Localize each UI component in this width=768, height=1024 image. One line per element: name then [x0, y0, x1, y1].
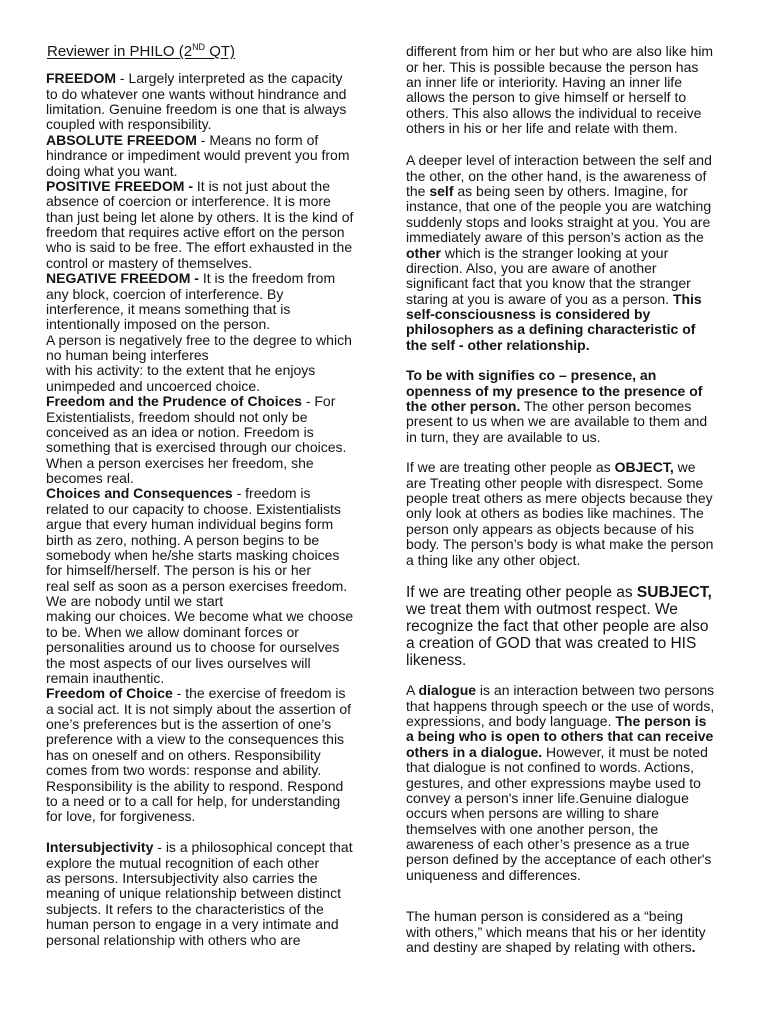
text-run: meaning of unique relationship between distinct [46, 885, 341, 902]
text-run: to do whatever one wants without hindrance and [46, 85, 347, 102]
text-run: significant fact that you know that the stranger [406, 275, 691, 292]
bold-text: SUBJECT, [636, 583, 712, 601]
text-line [46, 256, 353, 271]
text-run: for love, for forgiveness. [46, 808, 196, 825]
text-run: real self as soon as a person exercises freedom. [46, 577, 348, 594]
text-run: are Treating other people with disrespect. Some [406, 474, 704, 491]
text-line [406, 822, 714, 837]
text-run: different from him or her but who are also like him [406, 43, 714, 60]
text-run: uniqueness and differences. [406, 866, 581, 883]
text-run: - Largely interpreted as the capacity [116, 70, 343, 87]
bold-text: a being who is open to others that can receive [406, 728, 714, 745]
text-line [46, 686, 353, 701]
text-line [406, 852, 714, 867]
text-line [46, 164, 353, 179]
text-line [406, 683, 714, 698]
text-line [46, 471, 353, 486]
text-run: than just being let alone by others. It is the kind of [46, 208, 354, 225]
text-run: intentionally imposed on the person. [46, 316, 271, 333]
text-line [406, 292, 712, 307]
text-line [406, 491, 713, 506]
text-line [406, 261, 712, 276]
text-run: a creation of GOD that was created to HIS [406, 634, 697, 652]
left-column-definitions [46, 71, 353, 824]
text-run: subjects. It refers to the characteristics of the [46, 900, 324, 917]
text-run: suddenly stops and looks straight at you. You are [406, 213, 711, 230]
text-run: limitation. Genuine freedom is one that is always [46, 101, 347, 118]
text-run: - freedom is [232, 485, 311, 502]
bold-text: openness of my presence to the presence of [406, 382, 703, 399]
text-line [46, 225, 353, 240]
text-line [46, 394, 353, 409]
bold-text: ABSOLUTE FREEDOM [46, 131, 197, 148]
text-line [406, 745, 714, 760]
text-line [406, 868, 714, 883]
text-line [406, 476, 713, 491]
text-line [46, 656, 353, 671]
text-line [46, 71, 353, 86]
text-run: If we are treating other people as [406, 583, 637, 601]
text-run: a social act. It is not simply about the assertion of [46, 700, 352, 717]
text-run: conceived as an idea or notion. Freedom is [46, 423, 314, 440]
text-run: recognize the fact that other people are also [406, 617, 709, 635]
text-line [406, 44, 713, 59]
text-run: that happens through speech or the use of words, [406, 697, 715, 714]
text-run: who is said to be free. The effort exhausted in the [46, 239, 353, 256]
text-line [46, 717, 353, 732]
text-run: birth as zero, nothing. A person begins to be [46, 531, 320, 548]
text-line [406, 106, 713, 121]
text-line [406, 414, 707, 429]
text-run: gestures, and other expressions maybe used to [406, 774, 701, 791]
text-line [406, 169, 712, 184]
text-run: argue that every human individual begins form [46, 516, 334, 533]
text-run: - For [301, 393, 336, 410]
text-run: coupled with responsibility. [46, 116, 212, 133]
text-run: the [406, 183, 430, 200]
text-line [46, 886, 353, 901]
text-line [46, 840, 353, 855]
text-line [46, 87, 353, 102]
text-run: We are nobody until we start [46, 593, 224, 610]
text-line [46, 809, 353, 824]
text-run: absence of coercion or interference. It is more [46, 193, 331, 210]
text-line [46, 102, 353, 117]
text-line [406, 60, 713, 75]
text-line [46, 194, 353, 209]
text-run: Existentialists, freedom should not only be [46, 408, 308, 425]
text-run: others. This also allows the individual to receive [406, 104, 702, 121]
bold-text: others in a dialogue. [406, 743, 543, 760]
bold-text: The person is [615, 713, 707, 730]
text-line [406, 121, 713, 136]
text-line [46, 533, 353, 548]
text-run: It is not just about the [193, 177, 330, 194]
text-run: person only appears as objects because of his [406, 520, 694, 537]
text-line [46, 425, 353, 440]
text-line [406, 537, 713, 552]
text-line [46, 240, 353, 255]
bold-text: the self - other relationship. [406, 336, 590, 353]
text-run: awareness of each other’s presence as a true [406, 836, 690, 853]
text-line [46, 456, 353, 471]
text-line [46, 609, 353, 624]
text-line [406, 322, 712, 337]
text-line [46, 210, 353, 225]
text-run: - the exercise of freedom is [172, 685, 346, 702]
text-line [46, 548, 353, 563]
text-line [46, 148, 353, 163]
text-run: preference with a view to the consequences this [46, 731, 345, 748]
text-run: doing what you want. [46, 162, 178, 179]
interiority-paragraph [406, 44, 713, 136]
text-run: to a need or to a call for help, for understanding [46, 792, 341, 809]
bold-text: . [691, 939, 696, 956]
negative-freedom-definition [46, 271, 353, 333]
text-line [406, 601, 712, 618]
co-presence-paragraph [406, 368, 707, 445]
text-run: for himself/herself. The person is his or her [46, 562, 312, 579]
dialogue-paragraph [406, 683, 714, 883]
freedom-of-choice-definition [46, 686, 353, 824]
text-line [406, 153, 712, 168]
text-line [406, 940, 706, 955]
text-line [406, 384, 707, 399]
bold-text: the other person. [406, 398, 521, 415]
text-line [406, 430, 707, 445]
text-run: control or mastery of themselves. [46, 254, 253, 271]
text-line [46, 287, 353, 302]
bold-text: Choices and Consequences [46, 485, 233, 502]
text-run: no human being interferes [46, 347, 209, 364]
text-line [406, 909, 706, 924]
text-line [46, 856, 353, 871]
text-line [406, 90, 713, 105]
text-line [46, 917, 353, 932]
text-line [406, 791, 714, 806]
text-run: A person is negatively free to the degree to which [46, 331, 352, 348]
text-run: with his activity: to the extent that he enjoys [46, 362, 316, 379]
bold-text: philosophers as a defining characteristic of [406, 321, 696, 338]
text-line [46, 363, 353, 378]
text-run: Responsibility is the ability to respond. Respond [46, 777, 344, 794]
text-line [46, 517, 353, 532]
bold-text: This [672, 290, 702, 307]
text-line [46, 379, 353, 394]
text-line [46, 933, 353, 948]
choices-and-consequences-definition [46, 486, 353, 686]
text-line [406, 652, 712, 669]
text-line [46, 440, 353, 455]
text-run: related to our capacity to choose. Existentialists [46, 500, 341, 517]
text-line [46, 902, 353, 917]
text-line [46, 271, 353, 286]
text-run: A deeper level of interaction between the self and [406, 152, 712, 169]
text-run: somebody when he/she starts masking choices [46, 546, 340, 563]
text-run: as being seen by others. Imagine, for [453, 183, 688, 200]
text-line [46, 317, 353, 332]
text-run: The other person becomes [520, 398, 692, 415]
text-run: However, it must be noted [542, 743, 708, 760]
text-line [406, 276, 712, 291]
bold-text: POSITIVE FREEDOM - [46, 177, 194, 194]
text-line [406, 522, 713, 537]
text-run: comes from two words: response and ability. [46, 762, 322, 779]
text-line [46, 794, 353, 809]
title-suffix: QT) [205, 43, 236, 60]
text-line [46, 871, 353, 886]
text-run: remain inauthentic. [46, 669, 165, 686]
text-line [46, 117, 353, 132]
subject-treatment-paragraph [406, 584, 712, 669]
text-line [406, 307, 712, 322]
text-run: others in his or her life and relate with them. [406, 120, 678, 137]
text-run: human person to engage in a very intimate and [46, 916, 339, 933]
text-run: that dialogue is not confined to words. Actions, [406, 759, 694, 776]
text-run: allows the person to give himself or herself to [406, 89, 687, 106]
text-run: body. The person’s body is what make the person [406, 536, 714, 553]
text-line [46, 179, 353, 194]
text-run: only look at others as bodies like machines. The [406, 505, 704, 522]
text-line [406, 618, 712, 635]
negative-freedom-elaboration [46, 333, 353, 395]
bold-text: NEGATIVE FREEDOM - [46, 270, 199, 287]
text-line [46, 410, 353, 425]
text-line [406, 338, 712, 353]
text-line [406, 399, 707, 414]
bold-text: Intersubjectivity [46, 839, 154, 856]
text-line [46, 563, 353, 578]
text-line [406, 760, 714, 775]
text-run: - is a philosophical concept that [153, 839, 353, 856]
absolute-freedom-definition [46, 133, 353, 179]
text-run: people treat others as mere objects because they [406, 490, 713, 507]
bold-text: FREEDOM [46, 70, 116, 87]
text-run: interference, it means something that is [46, 300, 291, 317]
text-run: as persons. Intersubjectivity also carries the [46, 870, 318, 887]
text-run: any block, coercion of interference. By [46, 285, 284, 302]
text-line [406, 699, 714, 714]
text-run: is an interaction between two persons [476, 682, 715, 699]
text-line [46, 748, 353, 763]
bold-text: self-consciousness is considered by [406, 306, 651, 323]
text-run: we [673, 459, 696, 476]
bold-text: To be with signifies co – presence, an [406, 367, 657, 384]
text-run: an inner life or interiority. Having an inner life [406, 74, 682, 91]
text-line [46, 640, 353, 655]
text-line [46, 579, 353, 594]
text-run: with others,” which means that his or her identity [406, 923, 706, 940]
intersubjectivity-definition [46, 840, 353, 948]
text-run: personal relationship with others who are [46, 931, 301, 948]
text-line [46, 763, 353, 778]
text-run: the most aspects of our lives ourselves will [46, 654, 311, 671]
text-run: The human person is considered as a “being [406, 908, 684, 925]
title-superscript: ND [192, 42, 206, 52]
text-line [46, 594, 353, 609]
text-line [46, 702, 353, 717]
being-with-others-paragraph [406, 909, 706, 955]
text-line [406, 368, 707, 383]
text-line [406, 584, 712, 601]
title-text: Reviewer in PHILO (2 [47, 43, 193, 60]
text-line [406, 553, 713, 568]
text-line [406, 776, 714, 791]
text-run: hindrance or impediment would prevent you from [46, 147, 350, 164]
text-line [406, 246, 712, 261]
text-run: something that is exercised through our choices. [46, 439, 347, 456]
text-run: one’s preferences but is the assertion of one’s [46, 716, 332, 733]
text-run: expressions, and body language. [406, 713, 616, 730]
text-line [406, 837, 714, 852]
bold-text: OBJECT, [614, 459, 674, 476]
bold-text: other [406, 244, 441, 261]
text-run: or her. This is possible because the person has [406, 58, 699, 75]
text-line [46, 133, 353, 148]
bold-text: Freedom and the Prudence of Choices [46, 393, 302, 410]
bold-text: self [429, 183, 454, 200]
positive-freedom-definition [46, 179, 353, 271]
text-line [406, 199, 712, 214]
text-run: in turn, they are available to us. [406, 428, 601, 445]
text-line [406, 215, 712, 230]
object-treatment-paragraph [406, 460, 713, 568]
text-line [46, 348, 353, 363]
text-run: When a person exercises her freedom, she [46, 454, 314, 471]
text-run: explore the mutual recognition of each other [46, 854, 320, 871]
document-title [47, 43, 235, 61]
text-run: It is the freedom from [198, 270, 336, 287]
text-line [406, 925, 706, 940]
text-line [46, 302, 353, 317]
text-run: convey a person's inner life.Genuine dialogue [406, 789, 689, 806]
text-line [46, 625, 353, 640]
text-line [406, 729, 714, 744]
text-run: direction. Also, you are aware of another [406, 259, 657, 276]
text-line [406, 460, 713, 475]
text-line [46, 502, 353, 517]
text-run: themselves with one another person, the [406, 820, 659, 837]
text-line [46, 779, 353, 794]
freedom-definition [46, 71, 353, 133]
text-run: making our choices. We become what we choose [46, 608, 354, 625]
text-line [406, 635, 712, 652]
text-line [406, 184, 712, 199]
text-run: a thing like any other object. [406, 551, 581, 568]
text-run: to be. When we allow dominant forces or [46, 623, 299, 640]
self-other-awareness-paragraph [406, 153, 712, 353]
text-run: If we are treating other people as [406, 459, 615, 476]
text-line [406, 506, 713, 521]
text-run: instance, that one of the people you are watching [406, 198, 712, 215]
text-run: person defined by the acceptance of each other's [406, 851, 712, 868]
text-line [406, 230, 712, 245]
text-run: A [406, 682, 419, 699]
bold-text: Freedom of Choice [46, 685, 173, 702]
text-line [406, 806, 714, 821]
text-line [406, 714, 714, 729]
text-run: likeness. [406, 651, 467, 669]
text-run: and destiny are shaped by relating with others [406, 939, 692, 956]
bold-text: dialogue [418, 682, 477, 699]
text-run: - Means no form of [196, 131, 319, 148]
text-run: occurs when persons are willing to share [406, 805, 659, 822]
text-line [46, 671, 353, 686]
text-run: unimpeded and uncoerced choice. [46, 377, 261, 394]
text-run: we treat them with outmost respect. We [406, 600, 678, 618]
text-run: staring at you is aware of you as a person. [406, 290, 673, 307]
text-run: present to us when we are available to them and [406, 413, 708, 430]
text-line [46, 732, 353, 747]
text-line [46, 333, 353, 348]
text-run: becomes real. [46, 470, 134, 487]
text-run: immediately aware of this person’s action as the [406, 229, 704, 246]
text-run: has on oneself and on others. Responsibility [46, 746, 321, 763]
text-line [46, 486, 353, 501]
text-line [406, 75, 713, 90]
text-run: personalities around us to choose for ourselves [46, 639, 340, 656]
text-run: the other, on the other hand, is the awareness of [406, 167, 707, 184]
prudence-of-choices-definition [46, 394, 353, 486]
text-run: which is the stranger looking at your [441, 244, 669, 261]
text-run: freedom that requires active effort on the person [46, 224, 345, 241]
